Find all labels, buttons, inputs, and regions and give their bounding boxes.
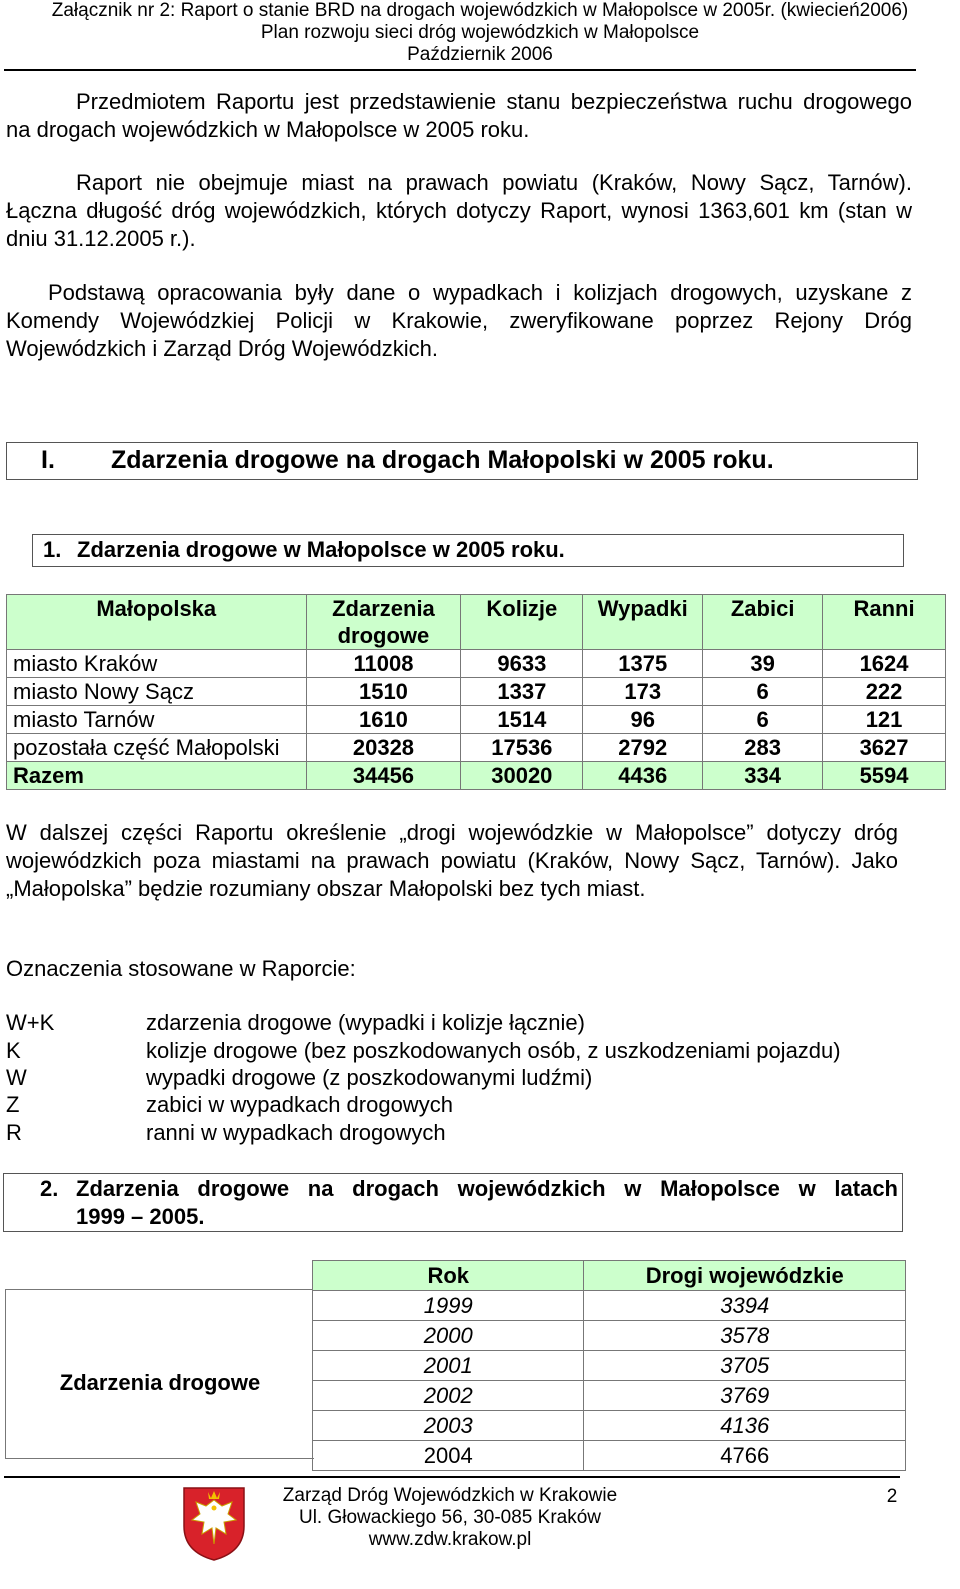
- col-header: Zabici: [703, 595, 823, 650]
- subsection-1-number: 1.: [43, 537, 62, 562]
- table2-header-row: [313, 1261, 906, 1291]
- table-cell: 1610: [306, 706, 461, 734]
- table-cell: 334: [703, 762, 823, 790]
- year-cell: 2002: [313, 1381, 584, 1411]
- value-cell: 3769: [584, 1381, 906, 1411]
- legend-key: W+K: [6, 1010, 55, 1035]
- table-cell: 4436: [583, 762, 703, 790]
- table-row: [313, 1291, 906, 1321]
- subsection-1-title: Zdarzenia drogowe w Małopolsce w 2005 roku.: [77, 537, 565, 562]
- col-header: Wypadki: [583, 595, 703, 650]
- table2-row-label-cell: [5, 1289, 314, 1459]
- table-row: [7, 650, 946, 678]
- col-header: Zdarzenia drogowe: [306, 595, 461, 650]
- accidents-1999-2004-table: [312, 1260, 906, 1471]
- year-cell: 2001: [313, 1351, 584, 1381]
- subsection-2-box: [3, 1173, 903, 1232]
- table-cell: 1624: [823, 650, 946, 678]
- table-cell: 283: [703, 734, 823, 762]
- table-cell: 9633: [461, 650, 583, 678]
- table-cell: 1510: [306, 678, 461, 706]
- intro-paragraph-2: Raport nie obejmuje miast na prawach powiatu (Kraków, Nowy Sącz, Tarnów). Łączna długość dróg wojewódzkich, których dotyczy Raport, wynosi 1363,601 km (stan w dniu 31.12.2005 r.).: [6, 170, 912, 251]
- row-label: miasto Kraków: [7, 650, 307, 678]
- value-cell: 3578: [584, 1321, 906, 1351]
- doc-header: [0, 0, 960, 66]
- legend-title: Oznaczenia stosowane w Raporcie:: [6, 956, 356, 981]
- col-header: Drogi wojewódzkie: [584, 1261, 906, 1291]
- section-heading-box: [6, 442, 918, 480]
- row-label: miasto Nowy Sącz: [7, 678, 307, 706]
- table-cell: 5594: [823, 762, 946, 790]
- legend-item: [6, 1037, 841, 1065]
- table-header-row: [7, 595, 946, 650]
- year-cell: 2004: [313, 1441, 584, 1471]
- table-row: [313, 1441, 906, 1471]
- subsection-2-title-line2: 1999 – 2005.: [76, 1204, 205, 1229]
- subsection-1-box: [32, 534, 904, 567]
- legend-key: R: [6, 1120, 22, 1145]
- legend-item: [6, 1064, 592, 1092]
- table-cell: 1514: [461, 706, 583, 734]
- table-cell: 222: [823, 678, 946, 706]
- table-cell: 17536: [461, 734, 583, 762]
- page-number: 2: [886, 1486, 898, 1507]
- coat-of-arms-icon: [182, 1486, 246, 1562]
- table-cell: 39: [703, 650, 823, 678]
- year-cell: 2000: [313, 1321, 584, 1351]
- col-header: Ranni: [823, 595, 946, 650]
- table-row: [313, 1321, 906, 1351]
- table-row: [313, 1351, 906, 1381]
- table-cell: 6: [703, 706, 823, 734]
- value-cell: 3394: [584, 1291, 906, 1321]
- table-cell: 11008: [306, 650, 461, 678]
- col-header: Rok: [313, 1261, 584, 1291]
- col-header: Małopolska: [7, 595, 307, 650]
- legend-desc: wypadki drogowe (z poszkodowanymi ludźmi): [146, 1065, 593, 1090]
- header-line-3: Październik 2006: [407, 44, 553, 65]
- table-row: [7, 734, 946, 762]
- table-cell: 30020: [461, 762, 583, 790]
- table-cell: 1375: [583, 650, 703, 678]
- intro-paragraph-1: Przedmiotem Raportu jest przedstawienie stanu bezpieczeństwa ruchu drogowego na drogach wojewódzkich w Małopolsce w 2005 roku.: [6, 89, 912, 142]
- row-label: miasto Tarnów: [7, 706, 307, 734]
- value-cell: 3705: [584, 1351, 906, 1381]
- table-cell: 3627: [823, 734, 946, 762]
- section-number: I.: [41, 446, 55, 474]
- table-cell: 96: [583, 706, 703, 734]
- legend-item: [6, 1119, 446, 1147]
- intro-paragraph-3: Podstawą opracowania były dane o wypadkach i kolizjach drogowych, uzyskane z Komendy Wojewódzkiej Policji w Krakowie, zweryfikowane poprzez Rejony Dróg Wojewódzkich i Zarząd Dróg Wojewódzkich.: [6, 280, 912, 361]
- table-total-row: [7, 762, 946, 790]
- footer-address: Ul. Głowackiego 56, 30-085 Kraków: [298, 1507, 602, 1528]
- legend-item: [6, 1009, 585, 1037]
- table-cell: 1337: [461, 678, 583, 706]
- table-cell: 173: [583, 678, 703, 706]
- footer-rule: [4, 1476, 900, 1478]
- table-cell: 121: [823, 706, 946, 734]
- row-label: Razem: [7, 762, 307, 790]
- table2-row-label: Zdarzenia drogowe: [59, 1370, 261, 1395]
- table-cell: 34456: [306, 762, 461, 790]
- subsection-2-title-line1: Zdarzenia drogowe na drogach wojewódzkich w Małopolsce w latach: [76, 1176, 898, 1201]
- header-line-1: Załącznik nr 2: Raport o stanie BRD na drogach wojewódzkich w Małopolsce w 2005r. (kwiecień2006): [51, 0, 909, 21]
- footer-org: Zarząd Dróg Wojewódzkich w Krakowie: [282, 1485, 618, 1506]
- table-row: [7, 706, 946, 734]
- footer-text: [240, 1485, 660, 1551]
- scope-paragraph: W dalszej części Raportu określenie „drogi wojewódzkie w Małopolsce” dotyczy dróg wojewódzkich poza miastami na prawach powiatu (Kraków, Nowy Sącz, Tarnów). Jako „Małopolska” będzie rozumiany obszar Małopolski bez tych miast.: [6, 820, 898, 901]
- header-rule: [4, 69, 916, 71]
- value-cell: 4136: [584, 1411, 906, 1441]
- legend-key: K: [6, 1038, 21, 1063]
- table-row: [7, 678, 946, 706]
- col-header: Kolizje: [461, 595, 583, 650]
- section-title: Zdarzenia drogowe na drogach Małopolski w 2005 roku.: [111, 446, 774, 474]
- legend-key: W: [6, 1065, 27, 1090]
- legend-desc: zabici w wypadkach drogowych: [146, 1092, 453, 1117]
- table-row: [313, 1381, 906, 1411]
- subsection-2-number: 2.: [40, 1176, 59, 1201]
- legend-desc: zdarzenia drogowe (wypadki i kolizje łącznie): [146, 1010, 585, 1035]
- year-cell: 2003: [313, 1411, 584, 1441]
- legend-item: [6, 1091, 453, 1119]
- accidents-2005-table: [6, 594, 946, 790]
- year-cell: 1999: [313, 1291, 584, 1321]
- header-line-2: Plan rozwoju sieci dróg wojewódzkich w Małopolsce: [260, 22, 700, 43]
- table-row: [313, 1411, 906, 1441]
- table-cell: 2792: [583, 734, 703, 762]
- value-cell: 4766: [584, 1441, 906, 1471]
- footer-website: www.zdw.krakow.pl: [368, 1529, 532, 1550]
- table-cell: 20328: [306, 734, 461, 762]
- legend-key: Z: [6, 1092, 20, 1117]
- row-label: pozostała część Małopolski: [7, 734, 307, 762]
- legend-desc: ranni w wypadkach drogowych: [146, 1120, 446, 1145]
- table-cell: 6: [703, 678, 823, 706]
- legend-desc: kolizje drogowe (bez poszkodowanych osób, z uszkodzeniami pojazdu): [146, 1038, 841, 1063]
